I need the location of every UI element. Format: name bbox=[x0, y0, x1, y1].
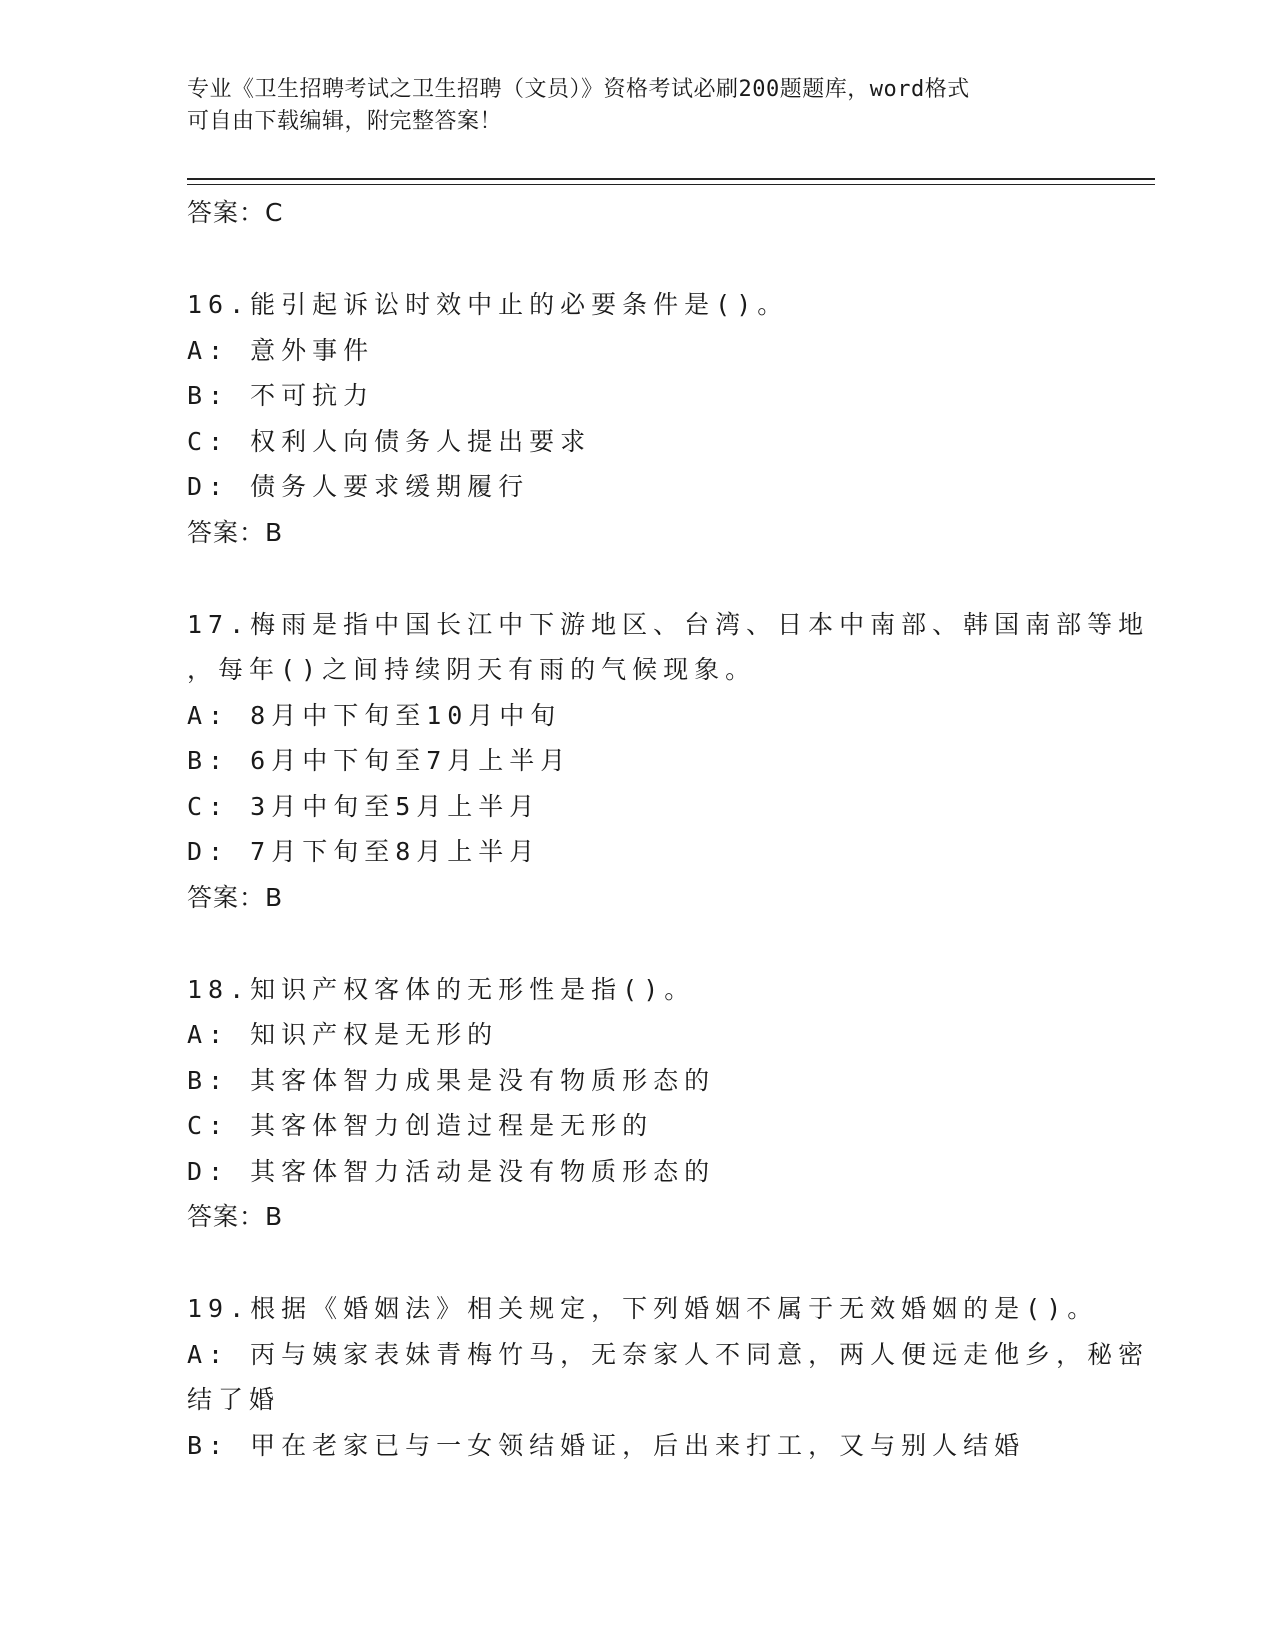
option-d: D: 债务人要求缓期履行 bbox=[187, 472, 530, 501]
option-b: B: 6月中下旬至7月上半月 bbox=[187, 746, 572, 775]
question-16 bbox=[187, 282, 1087, 555]
answer-line: 答案：B bbox=[187, 882, 284, 912]
question-stem: 18.知识产权客体的无形性是指()。 bbox=[187, 974, 696, 1004]
question-stem-continued: ，每年()之间持续阴天有雨的气候现象。 bbox=[187, 655, 757, 684]
question-19 bbox=[187, 1286, 1150, 1468]
option-c: C: 其客体智力创造过程是无形的 bbox=[187, 1111, 654, 1140]
header-line-2: 可自由下载编辑，附完整答案！ bbox=[187, 109, 503, 134]
question-17 bbox=[187, 602, 1150, 920]
option-d: D: 其客体智力活动是没有物质形态的 bbox=[187, 1156, 716, 1186]
option-a-continued: 结了婚 bbox=[187, 1385, 281, 1414]
option-a: A: 意外事件 bbox=[187, 335, 375, 365]
document-body bbox=[187, 190, 1150, 1468]
option-a: A: 8月中下旬至10月中旬 bbox=[187, 700, 562, 730]
option-a: A: 丙与姨家表妹青梅竹马，无奈家人不同意，两人便远走他乡，秘密 bbox=[187, 1339, 1150, 1369]
question-stem: 17.梅雨是指中国长江中下游地区、台湾、日本中南部、韩国南部等地 bbox=[187, 609, 1150, 639]
answer-line: 答案：B bbox=[187, 517, 284, 547]
header-divider bbox=[187, 178, 1155, 185]
option-c: C: 3月中旬至5月上半月 bbox=[187, 791, 541, 821]
option-b: B: 其客体智力成果是没有物质形态的 bbox=[187, 1065, 716, 1095]
document-header bbox=[187, 74, 1067, 138]
question-18 bbox=[187, 967, 1087, 1240]
option-d: D: 7月下旬至8月上半月 bbox=[187, 837, 541, 866]
answer-line: 答案：B bbox=[187, 1202, 284, 1231]
option-a: A: 知识产权是无形的 bbox=[187, 1020, 499, 1049]
answer-line: 答案：C bbox=[187, 198, 284, 227]
header-line-1: 专业《卫生招聘考试之卫生招聘（文员）》资格考试必刷200题题库，word格式 bbox=[187, 77, 970, 102]
option-b: B: 不可抗力 bbox=[187, 381, 375, 410]
question-stem: 16.能引起诉讼时效中止的必要条件是()。 bbox=[187, 290, 789, 319]
option-c: C: 权利人向债务人提出要求 bbox=[187, 426, 592, 456]
option-b: B: 甲在老家已与一女领结婚证，后出来打工，又与别人结婚 bbox=[187, 1430, 1026, 1460]
question-stem: 19.根据《婚姻法》相关规定，下列婚姻不属于无效婚姻的是()。 bbox=[187, 1294, 1099, 1323]
